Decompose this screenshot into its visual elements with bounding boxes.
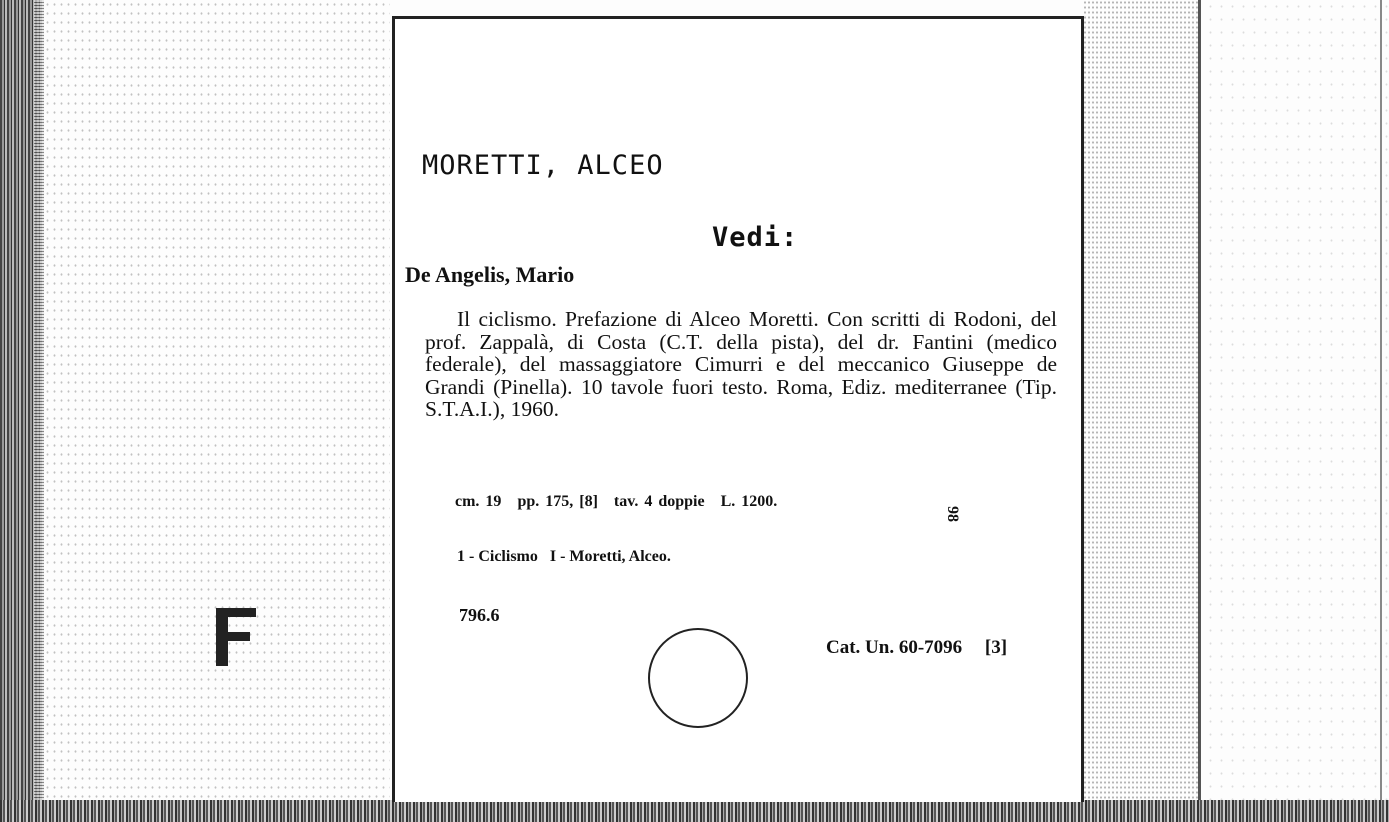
classification-number: 796.6 — [459, 605, 500, 625]
collation-pages: pp. 175, [8] — [517, 493, 598, 510]
card-heading: MORETTI, ALCEO — [422, 150, 664, 181]
collation-line — [455, 493, 787, 511]
subject-heading: 1 - Ciclismo — [457, 548, 538, 565]
drawer-divider — [1198, 0, 1201, 800]
see-reference-label: Vedi: — [712, 222, 799, 253]
added-entry: I - Moretti, Alceo. — [549, 548, 671, 565]
scan-speckle-left — [44, 0, 390, 822]
drawer-divider-right — [1380, 0, 1382, 800]
catalog-number: Cat. Un. 60-7096 — [826, 637, 963, 658]
collation-price: L. 1200. — [720, 493, 778, 510]
scan-speckle-far-right — [1205, 0, 1389, 822]
main-entry-author: De Angelis, Mario — [405, 262, 575, 287]
f-stamp-mark — [212, 604, 260, 670]
tracings-line — [457, 548, 679, 566]
card-punch-hole — [648, 628, 748, 728]
rotated-number: 98 — [944, 506, 961, 522]
catalog-number-line — [826, 637, 1007, 659]
bibliographic-description: Il ciclismo. Prefazione di Alceo Moretti. Con scritti di Rodoni, del prof. Zappalà, di Costa (C.T. della pista), del dr. Fantini (medico federale), del massaggiatore Cimurri e del meccanico Giuseppe de Grandi (Pinella). 10 tavole fuori testo. Roma, Ediz. mediterranee (Tip. S.T.A.I.), 1960. — [425, 307, 1057, 422]
scan-edge-bottom — [0, 800, 1389, 822]
scan-speckle-right — [1083, 0, 1201, 822]
collation-plates: tav. 4 doppie — [613, 493, 705, 510]
scan-edge-left-noise — [34, 0, 44, 822]
collation-size: cm. 19 — [455, 493, 502, 510]
card-sequence-number: [3] — [984, 637, 1008, 658]
